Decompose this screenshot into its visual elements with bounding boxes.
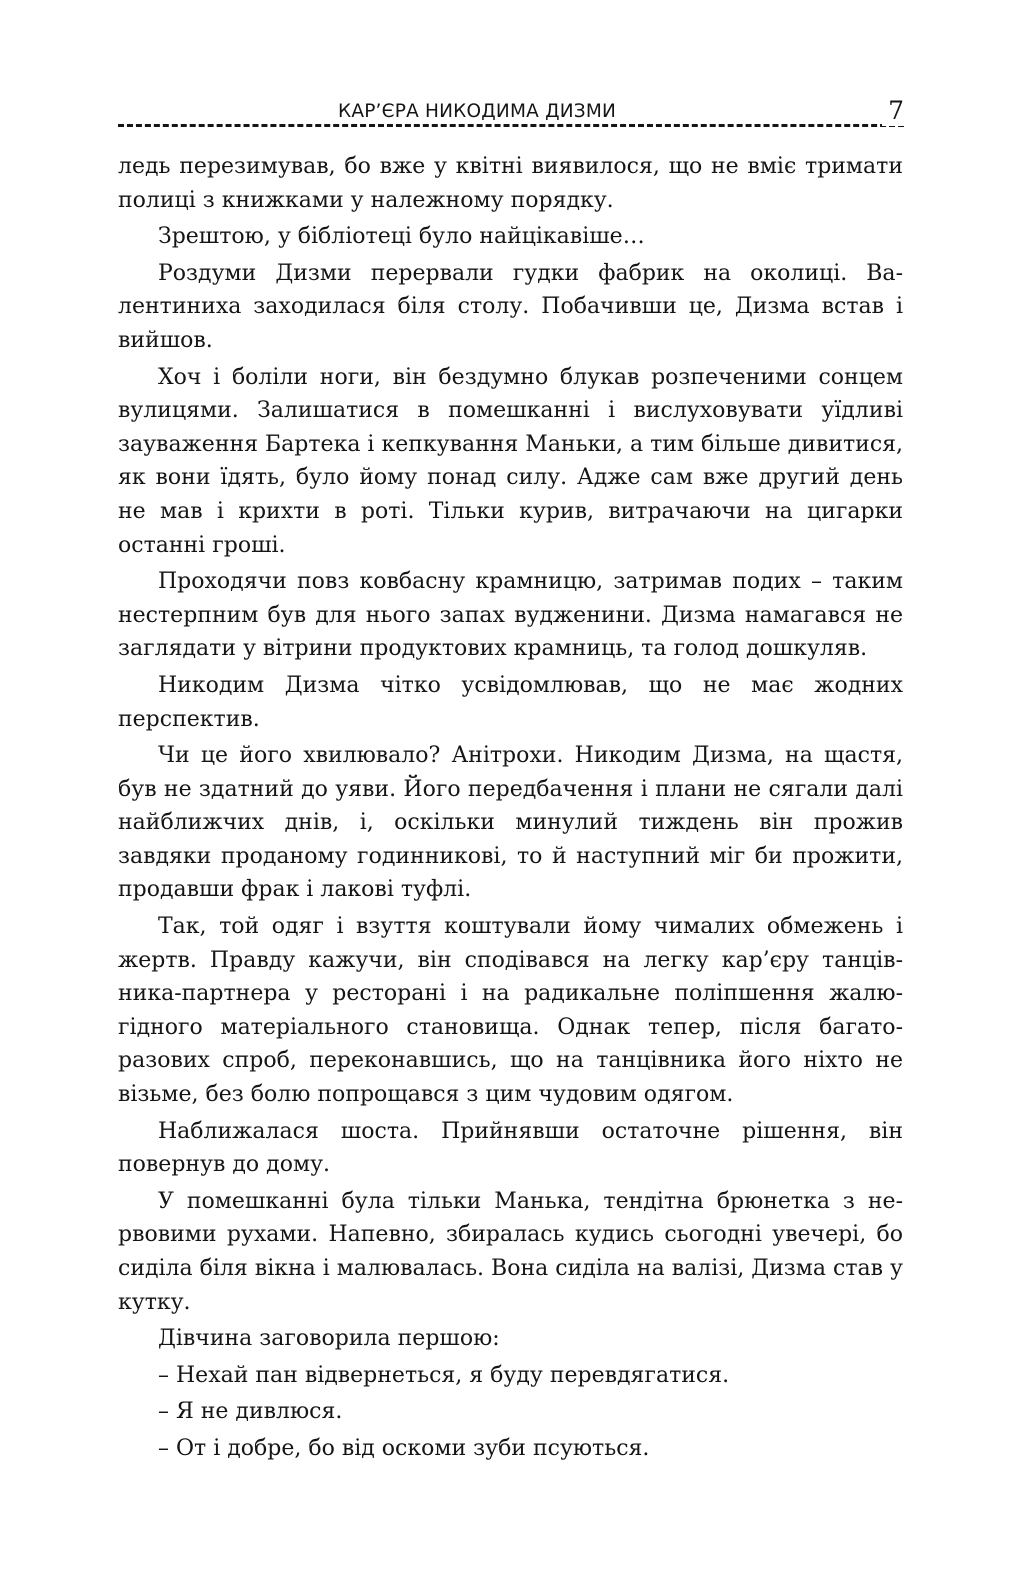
paragraph: ледь перезимував, бо вже у квітні виявилося, що не вміє тримати полиці з книжками у належному порядку. xyxy=(118,154,903,213)
paragraph: Никодим Дизма чітко усвідомлював, що не має жодних перспектив. xyxy=(118,672,903,732)
paragraph: Так, той одяг і взуття коштували йому чималих обмежень і жертв. Правду кажучи, він сподівався на легку кар’єру танцівника-партнера у ресторані і на радикальне поліпшення жалюгідного матеріального становища. Однак тепер, після багаторазових спроб, переконавшись, що на танцівника його ніхто не візьме, без болю попрощався з цим чудовим одягом. xyxy=(118,914,903,1108)
paragraph: Роздуми Дизми перервали гудки фабрик на околиці. Валентиниха заходилася біля столу. Побачивши це, Дизма встав і вийшов. xyxy=(118,260,903,353)
paragraph: Хоч і боліли ноги, він бездумно блукав розпеченими сонцем вулицями. Залишатися в помешканні і вислуховувати уїдливі зауваження Бартека і кепкування Маньки, а тим більше дивитися, як вони їдять, було йому понад силу. Адже сам вже другий день не мав і крихти в роті. Тільки курив, витрачаючи на цигарки останні гроші. xyxy=(118,364,904,558)
running-header xyxy=(118,96,904,136)
paragraph: Проходячи повз ковбасну крамницю, затримав подих – таким нестерпним був для нього запах вудженини. Дизма намагався не заглядати у вітрини продуктових крамниць, та голод дошкуляв. xyxy=(118,569,903,662)
body-text xyxy=(118,150,903,1469)
paragraph: Чи це його хвилювало? Анітрохи. Никодим Дизма, на щастя, був не здатний до уяви. Його передбачення і плани не сягали далі найближчих днів, і, оскільки минулий тиждень він прожив завдяки проданому годинникові, то й наступний міг би прожити, продавши фрак і лакові туфлі. xyxy=(118,743,903,903)
header-dashed-rule xyxy=(118,124,904,127)
dialogue-line: – От і добре, бо від оскоми зуби псуються. xyxy=(158,1435,650,1461)
dialogue-line: – Я не дивлюся. xyxy=(158,1399,343,1425)
dialogue-line: – Нехай пан відвернеться, я буду перевдягатися. xyxy=(158,1362,730,1388)
page-number: 7 xyxy=(882,96,904,126)
paragraph: Дівчина заговорила першою: xyxy=(158,1326,500,1352)
running-title: КАР’ЄРА НИКОДИМА ДИЗМИ xyxy=(330,101,624,123)
paragraph: Зрештою, у бібліотеці було найцікавіше… xyxy=(158,224,645,250)
paragraph: Наближалася шоста. Прийнявши остаточне рішення, він повернув до дому. xyxy=(118,1118,903,1178)
paragraph: У помешканні була тільки Манька, тендітна брюнетка з нервовими рухами. Напевно, збиралась кудись сьогодні увечері, бо сиділа біля вікна і малювалась. Вона сиділа на валізі, Дизма став у кутку. xyxy=(118,1188,903,1315)
